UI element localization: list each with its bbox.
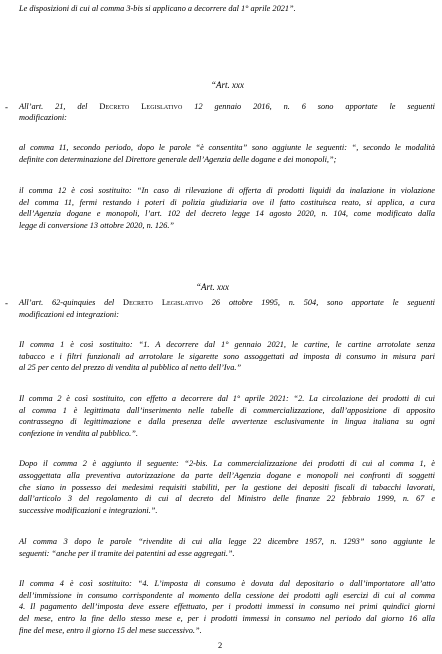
intro-line: Le disposizioni di cui al comma 3-bis si applicano a decorrere dal 1° aprile 2021”. — [19, 4, 296, 13]
article-1-lead: All’art. 21, del Decreto Legislativo 12 gennaio 2016, n. 6 sono apportate le seguenti — [19, 102, 435, 111]
art2-p3-line: assoggettata alla preventiva autorizzazione da parte dell’Agenzia dogane e monopoli nei confronti di soggetti — [19, 471, 435, 480]
art2-p2-line: confezione in vendita al pubblico.”. — [19, 429, 138, 438]
art2-p5-line: dell’immissione in consumo corrispondente al momento della cessione dei prodotti agli esercizi di cui al comma — [19, 591, 435, 600]
art2-p3-line: che siano in possesso dei medesimi requisiti stabiliti, per la gestione dei depositi fiscali di tabacchi lavorati, — [19, 483, 435, 492]
article-2-lead: All’art. 62-quinquies del Decreto Legislativo 26 ottobre 1995, n. 504, sono apportate le seguenti — [19, 298, 435, 307]
art2-p1-line: Il comma 1 è così sostituito: “1. A decorrere dal 1° gennaio 2021, le cartine, le cartine arrotolate senza — [19, 340, 435, 349]
art2-p2-line: Il comma 2 è così sostituito, con effetto a decorrere dal 1° aprile 2021: “2. La circolazione dei prodotti di cui — [19, 394, 435, 403]
article-1-lead-cont: modificazioni: — [19, 113, 67, 122]
art1-p2-line: dell’Agenzia dogane e monopoli, l’art. 102 del decreto legge 14 agosto 2020, n. 104, come modificato dalla — [19, 209, 435, 218]
art2-p2-line: al comma 1 è legittimata dall’inserimento nelle tabelle di commercializzazione, dall’apposizione di apposito — [19, 406, 435, 415]
art1-p2-line: legge di conversione 13 ottobre 2020, n. 126.” — [19, 221, 175, 230]
art2-p1-line: tabacco e i filtri funzionali ad arrotolare le sigarette sono assoggettati ad imposta di consumo in misura pari — [19, 352, 435, 361]
art2-p5-line: 4. Il pagamento dell’imposta deve essere effettuato, per i prodotti immessi in consumo nei primi quindici giorni — [19, 602, 435, 611]
article-heading-2: “Art. xxx — [196, 282, 229, 292]
art1-p2-line: il comma 12 è così sostituito: “In caso di rilevazione di offerta di prodotti liquidi da inalazione in violazione — [19, 186, 435, 195]
art2-p3-line: dall’articolo 3 del regolamento di cui al decreto del Ministro delle finanze 22 febbraio 1999, n. 67 e — [19, 494, 435, 503]
art2-p5-line: Il comma 4 è così sostituito: “4. L’imposta di consumo è dovuta dal depositario o dall’importatore all’atto — [19, 579, 435, 588]
art1-p2-line: del comma 11, fermi restando i poteri di polizia giudiziaria ove il fatto costituisca reato, si applica, a cura — [19, 198, 435, 207]
article-heading-1: “Art. xxx — [211, 80, 244, 90]
bullet-dash-1: - — [5, 102, 8, 112]
bullet-dash-2: - — [5, 298, 8, 308]
page-number: 2 — [218, 640, 223, 650]
art2-p4-line: seguenti: “anche per il tramite dei patentini ad esse aggregati.”. — [19, 549, 235, 558]
art2-p2-line: contrassegno di legittimazione e dalla presenza delle avvertenze esclusivamente in lingua italiana su ogni — [19, 417, 435, 426]
art2-p1-line: al 25 per cento del prezzo di vendita al pubblico al netto dell’Iva.” — [19, 363, 242, 372]
art2-p5-line: del mese, entro la fine dello stesso mese e, per i prodotti immessi in consumo nel periodo dal giorno 16 alla — [19, 614, 435, 623]
art2-p3-line: Dopo il comma 2 è aggiunto il seguente: “2-bis. La commercializzazione dei prodotti di cui al comma 1, è — [19, 459, 435, 468]
article-2-lead-cont: modificazioni ed integrazioni: — [19, 310, 120, 319]
art2-p4-line: Al comma 3 dopo le parole “rivendite di cui alla legge 22 dicembre 1957, n. 1293” sono aggiunte le — [19, 537, 435, 546]
art2-p3-line: successive modificazioni e integrazioni.”. — [19, 506, 158, 515]
art2-p5-line: fine del mese, entro il giorno 15 del mese successivo.”. — [19, 626, 202, 635]
art1-p1-line: al comma 11, secondo periodo, dopo le parole “è consentita” sono aggiunte le seguenti: “, secondo le modalità — [19, 143, 435, 152]
art1-p1-line: definite con determinazione del Direttore generale dell’Agenzia delle dogane e dei monopoli,”; — [19, 155, 337, 164]
